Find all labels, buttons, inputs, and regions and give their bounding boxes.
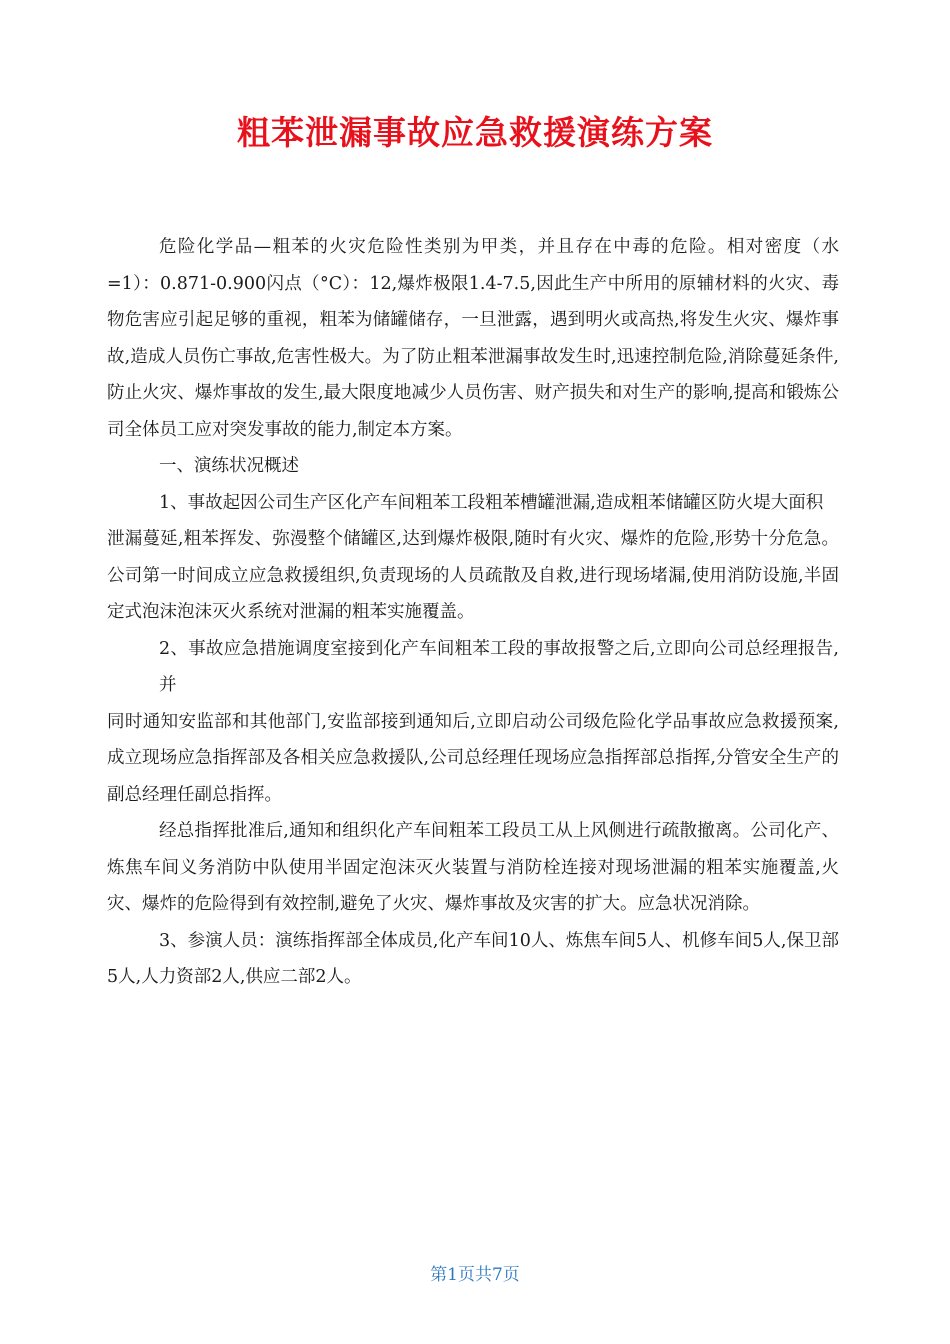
paragraph-cause-heading-text: 1、事故起因公司生产区化产车间粗苯工段粗苯槽罐泄漏,造成粗苯储罐区防火堤大面积	[159, 492, 824, 513]
paragraph-evacuation: 经总指挥批准后,通知和组织化产车间粗苯工段员工从上风侧进行疏散撤离。公司化产、炼焦车间义务消防中队使用半固定泡沫灭火装置与消防栓连接对现场泄漏的粗苯实施覆盖,火灾、爆炸的危险得到有效控制,避免了火灾、爆炸事故及灾害的扩大。应急状况消除。	[107, 821, 839, 914]
paragraph-measures-body: 同时通知安监部和其他部门,安监部接到通知后,立即启动公司级危险化学品事故应急救援预案,成立现场应急指挥部及各相关应急救援队,公司总经理任现场应急指挥部总指挥,分管安全生产的副总经理任副总指挥。	[107, 711, 839, 805]
paragraph-measures-heading: 2、事故应急措施调度室接到化产车间粗苯工段的事故报警之后,立即向公司总经理报告,并	[159, 638, 839, 695]
section-heading-overview: 一、演练状况概述	[159, 456, 299, 476]
paragraph-intro: 危险化学品—粗苯的火灾危险性类别为甲类，并且存在中毒的危险。相对密度（水=1）：0.871-0.900闪点（°C）：12,爆炸极限1.4-7.5,因此生产中所用的原辅材料的火灾、毒物危害应引起足够的重视，粗苯为储罐储存，一旦泄露，遇到明火或高热,将发生火灾、爆炸事故,造成人员伤亡事故,危害性极大。为了防止粗苯泄漏事故发生时,迅速控制危险,消除蔓延条件,防止火灾、爆炸事故的发生,最大限度地减少人员伤害、财产损失和对生产的影响,提高和锻炼公司全体员工应对突发事故的能力,制定本方案。	[107, 237, 839, 440]
document-body	[107, 229, 839, 996]
paragraph-participants: 3、参演人员：演练指挥部全体成员,化产车间10人、炼焦车间5人、机修车间5人,保卫部5人,人力资部2人,供应二部2人。	[107, 930, 839, 987]
paragraph-cause-heading	[107, 485, 839, 522]
paragraph-cause-body: 泄漏蔓延,粗苯挥发、弥漫整个储罐区,达到爆炸极限,随时有火灾、爆炸的危险,形势十分危急。公司第一时间成立应急救援组织,负责现场的人员疏散及自救,进行现场堵漏,使用消防设施,半固定式泡沫泡沫灭火系统对泄漏的粗苯实施覆盖。	[107, 529, 839, 622]
page-number-footer: 第1页共7页	[430, 1265, 520, 1285]
document-title: 粗苯泄漏事故应急救援演练方案	[237, 113, 713, 152]
